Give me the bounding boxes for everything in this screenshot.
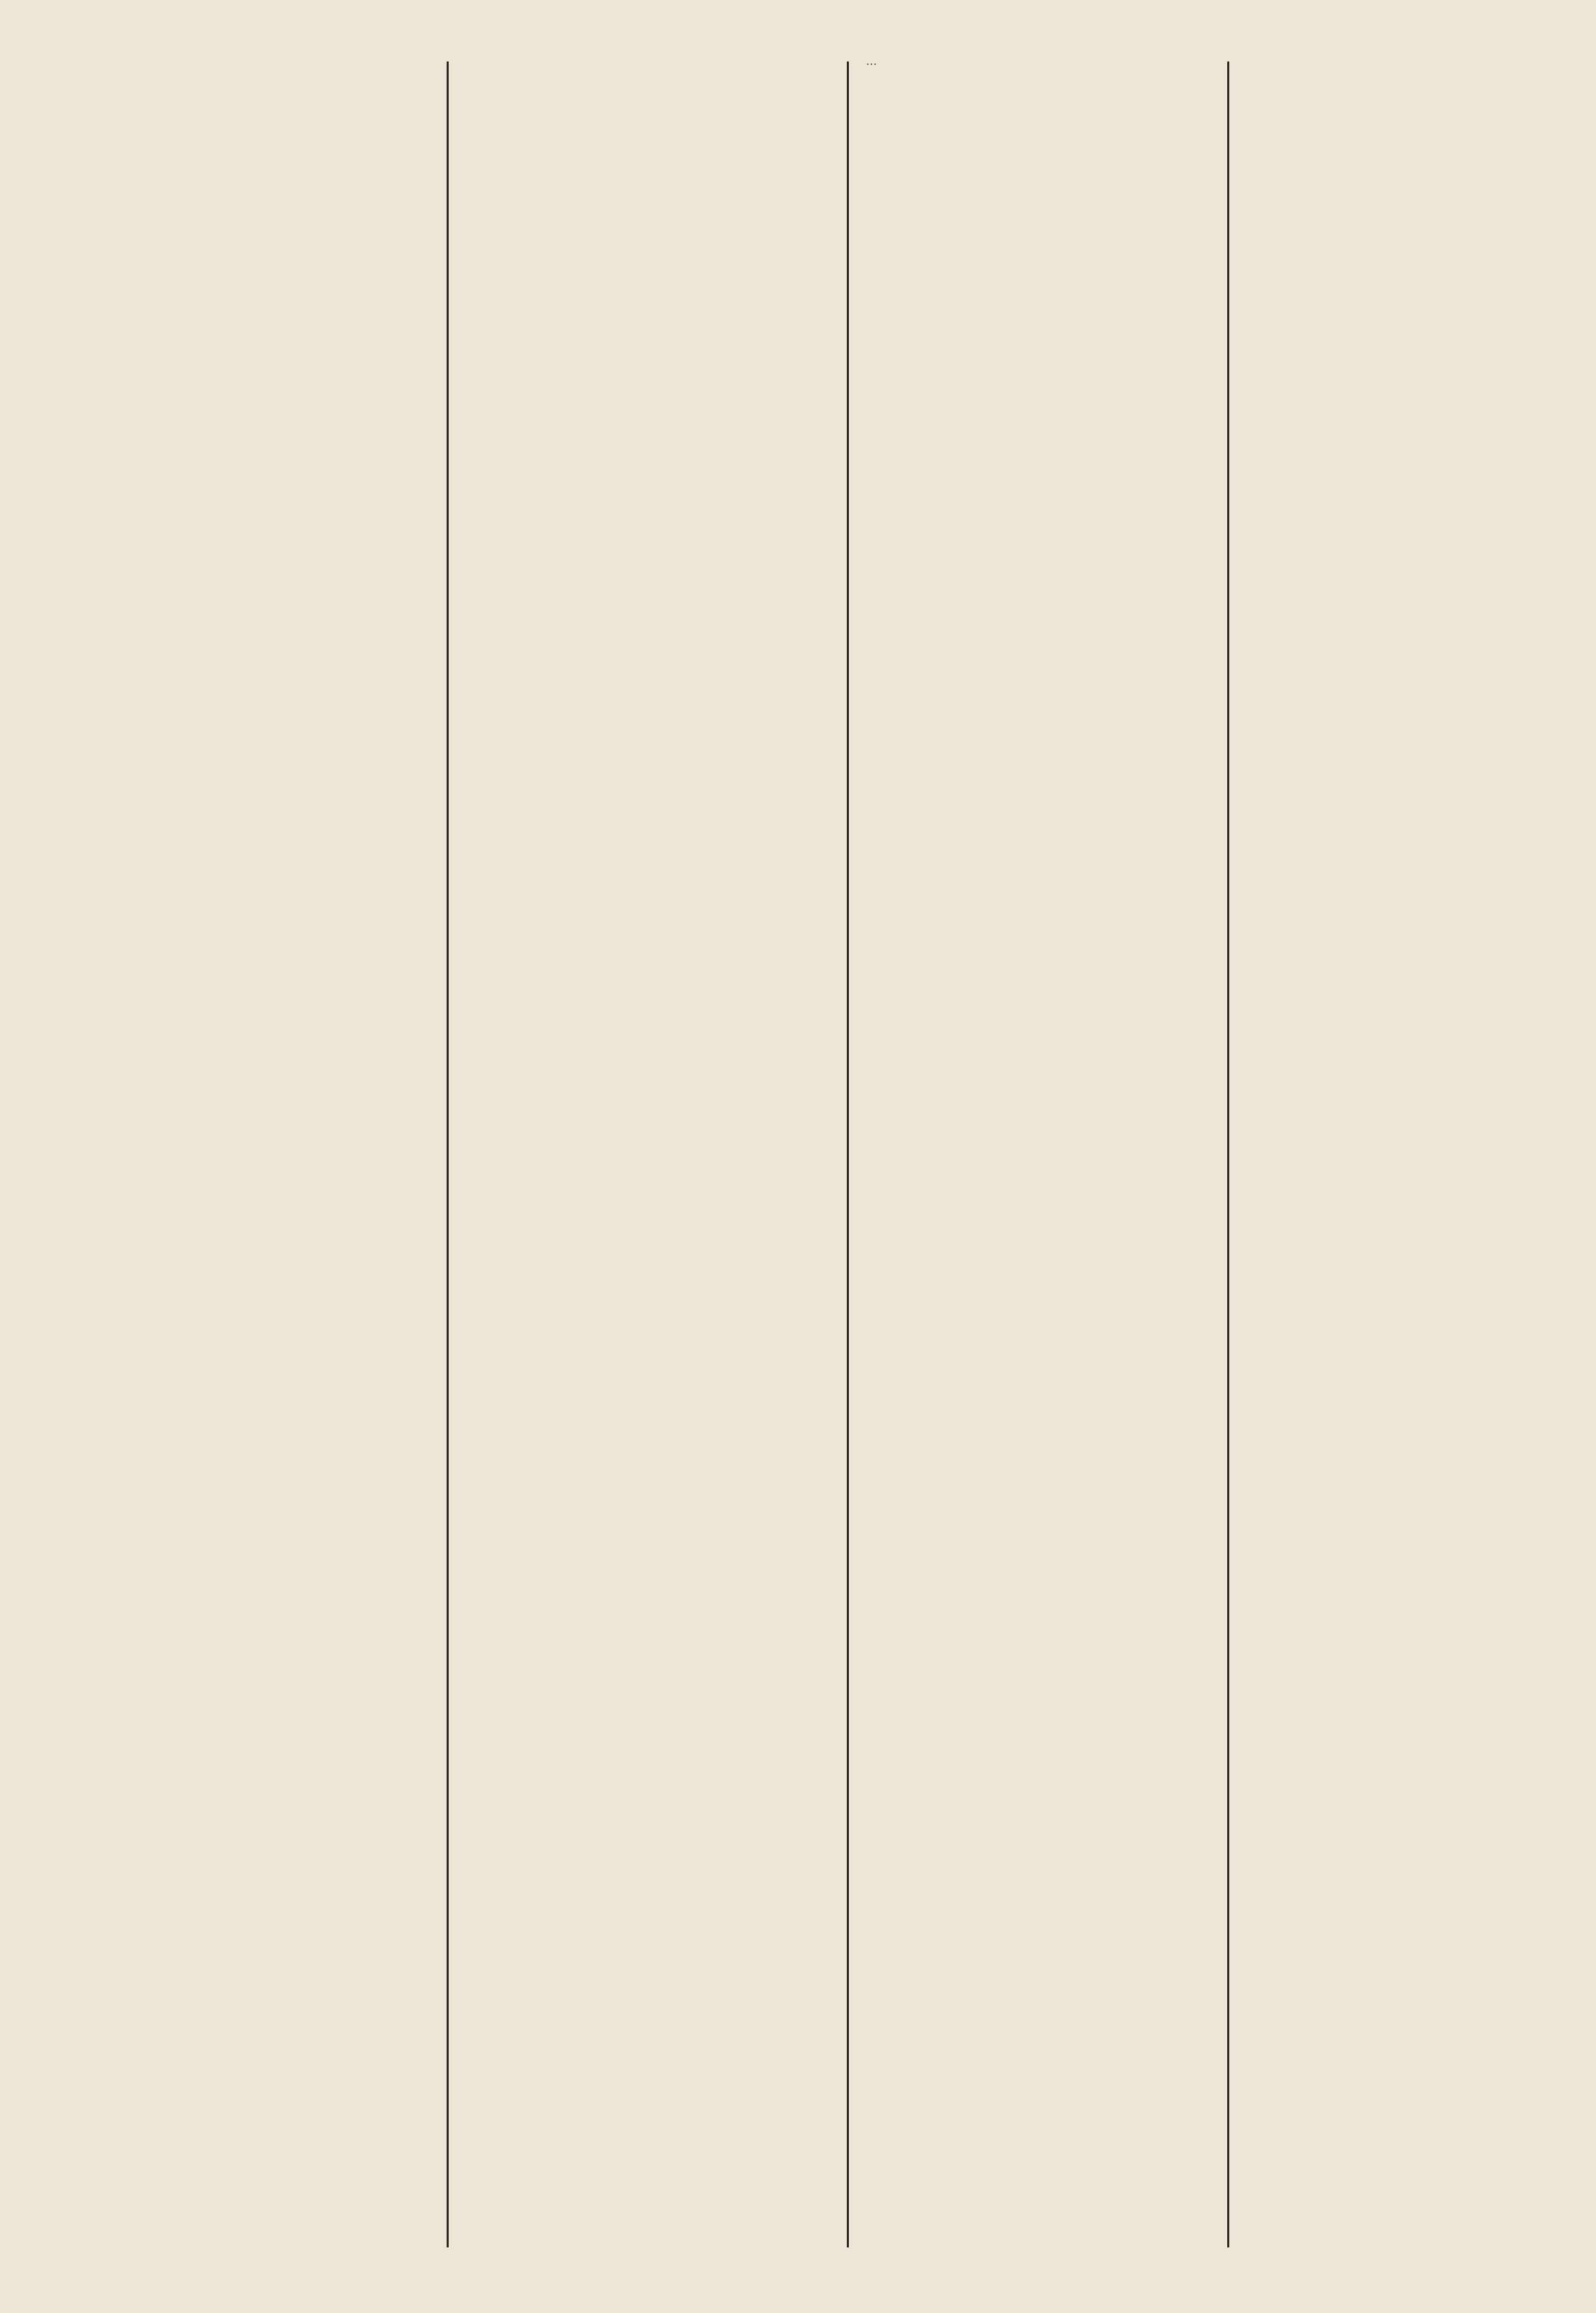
- column-2: [471, 56, 826, 2262]
- column-3: …: [866, 56, 877, 68]
- column-1: [68, 56, 423, 2262]
- column-rule: [1227, 61, 1229, 2247]
- column-rule: [847, 61, 849, 2247]
- column-rule: [447, 61, 449, 2247]
